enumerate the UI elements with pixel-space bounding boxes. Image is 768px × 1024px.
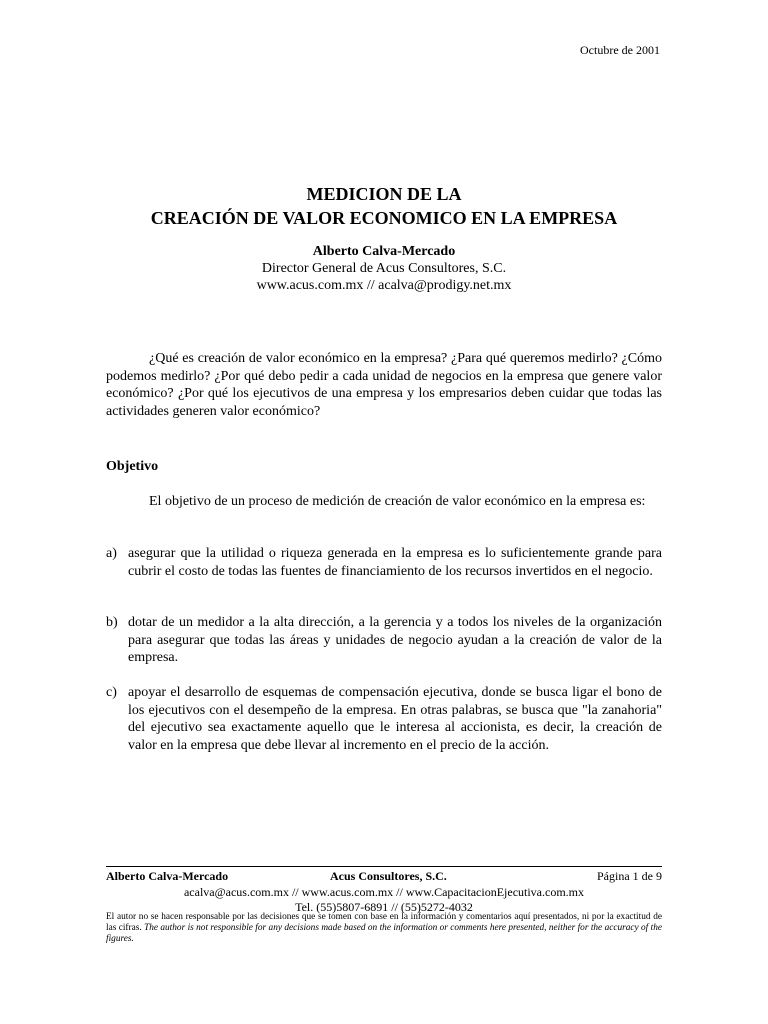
footer-disclaimer xyxy=(106,912,662,945)
document-date: Octubre de 2001 xyxy=(580,43,660,57)
footer-contact: acalva@acus.com.mx // www.acus.com.mx // www.CapacitacionEjecutiva.com.mx xyxy=(183,885,585,899)
list-marker: b) xyxy=(106,615,118,630)
footer-author: Alberto Calva-Mercado xyxy=(106,869,229,883)
footer-contact-block xyxy=(106,885,662,915)
objetivo-heading: Objetivo xyxy=(106,459,159,474)
list-item xyxy=(106,684,662,754)
list-marker: a) xyxy=(106,546,117,561)
list-marker: c) xyxy=(106,685,117,700)
objetivo-paragraph: El objetivo de un proceso de medición de creación de valor económico en la empresa es: xyxy=(149,494,646,509)
intro-paragraph: ¿Qué es creación de valor económico en la empresa? ¿Para qué queremos medirlo? ¿Cómo podemos medirlo? ¿Por qué debo pedir a cada unidad de negocios en la empresa que genere valor económico? ¿Por qué los ejecutivos de una empresa y los empresarios deben cuidar que todas las actividades generen valor económico? xyxy=(106,351,662,419)
list-item xyxy=(106,614,662,667)
author-contact: www.acus.com.mx // acalva@prodigy.net.mx xyxy=(256,278,512,293)
title-line-1: MEDICION DE LA xyxy=(306,184,462,204)
list-item-text: apoyar el desarrollo de esquemas de compensación ejecutiva, donde se busca ligar el bono de los ejecutivos con el desempeño de la empresa. En otras palabras, se busca que "la zanahoria" del ejecutivo sea exactamente aquello que le interesa al accionista, es decir, la creación de valor en la empresa que debe llevar al incremento en el precio de la acción. xyxy=(128,685,662,753)
author-name: Alberto Calva-Mercado xyxy=(312,244,456,259)
disclaimer-spanish: El autor no se hacen responsable por las decisiones que se tomen con base en la información y comentarios aquí presentados, ni por la exactitud de las cifras. xyxy=(106,912,662,933)
author-position: Director General de Acus Consultores, S.C. xyxy=(261,261,507,276)
footer-company: Acus Consultores, S.C. xyxy=(330,869,447,883)
footer-phone: Tel. (55)5807-6891 // (55)5272-4032 xyxy=(295,900,473,914)
list-item-text: dotar de un medidor a la alta dirección, a la gerencia y a todos los niveles de la organización para asegurar que todas las áreas y unidades de negocio ayudan a la creación de valor de la empresa. xyxy=(128,615,662,665)
document-title xyxy=(0,182,768,230)
disclaimer-english: The author is not responsible for any decisions made based on the information or comments here presented, neither for the accuracy of the figures. xyxy=(106,923,662,944)
footer-divider xyxy=(106,866,662,867)
author-block xyxy=(0,243,768,294)
list-item-text: asegurar que la utilidad o riqueza generada en la empresa es lo suficientemente grande para cubrir el costo de todas las fuentes de financiamiento de los recursos invertidos en el negocio. xyxy=(128,546,662,579)
footer-page-number: Página 1 de 9 xyxy=(597,869,662,883)
title-line-2: CREACIÓN DE VALOR ECONOMICO EN LA EMPRESA xyxy=(150,208,618,228)
list-item xyxy=(106,545,662,580)
